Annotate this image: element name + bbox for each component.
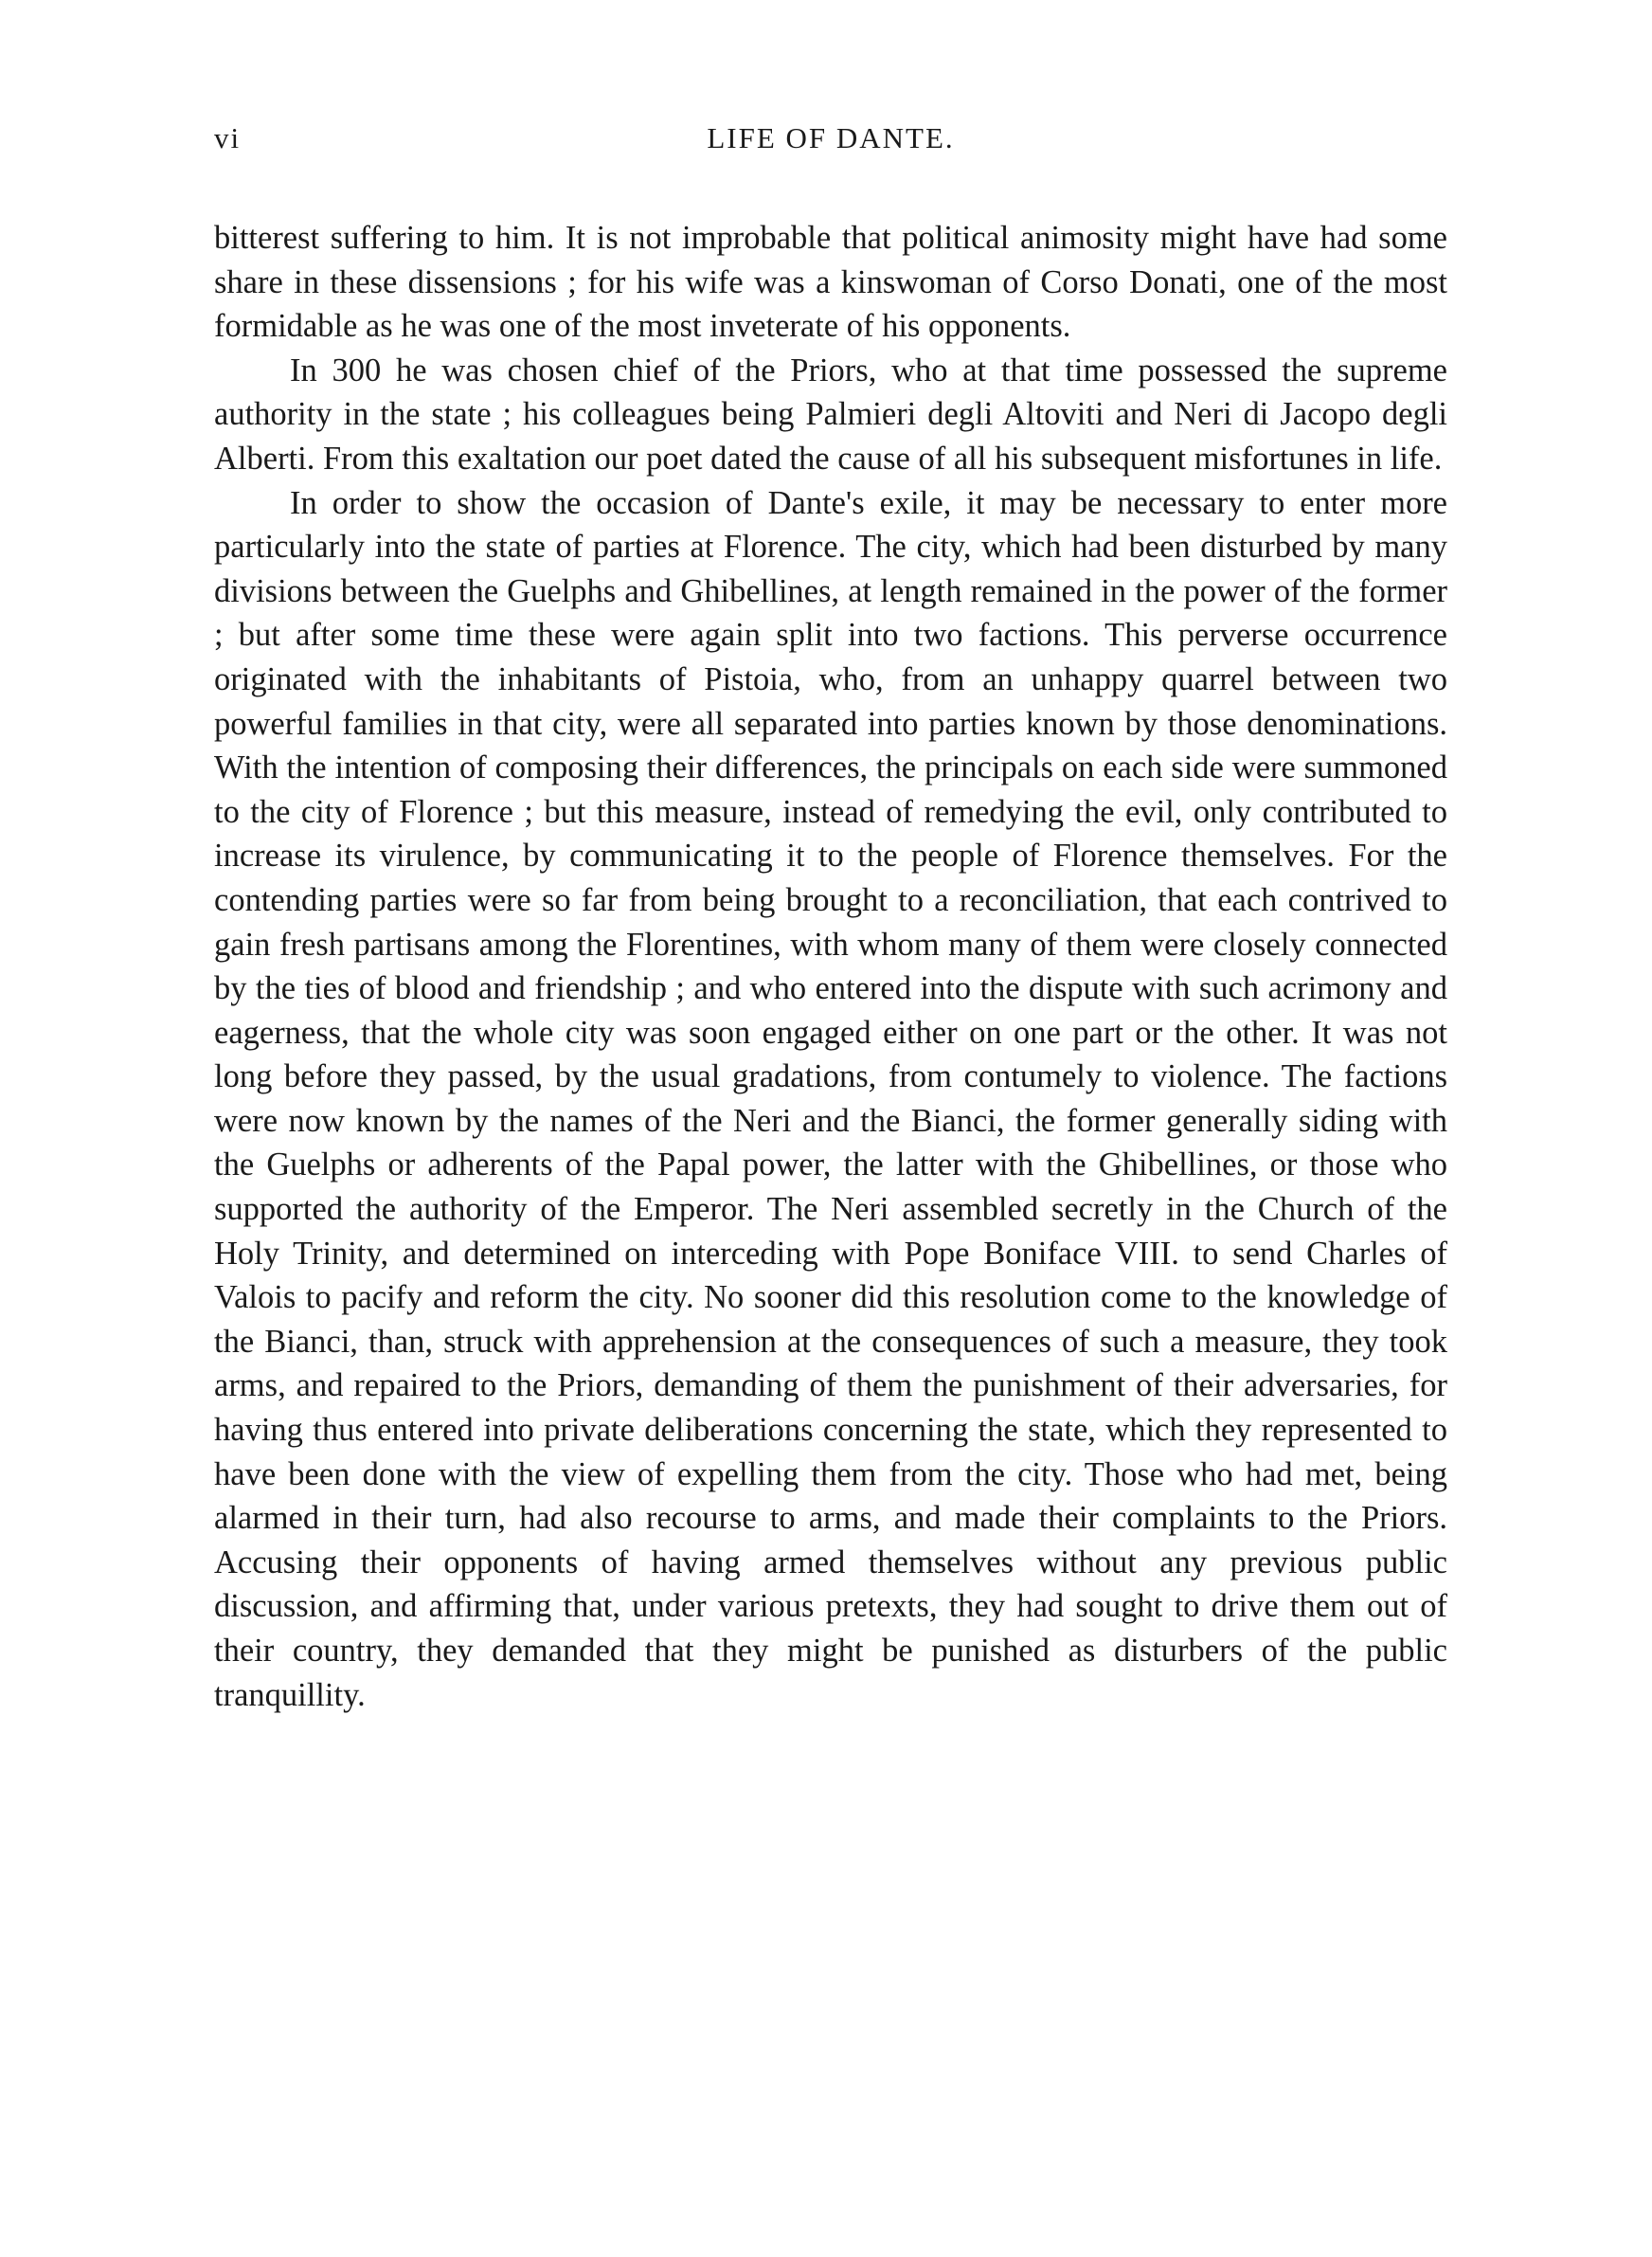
paragraph-continuation: bitterest suffering to him. It is not improbable that political animosity might have had some share in these dissensions ; for his wife was a kinswoman of Corso Donati, one of the most formidable as he was one of the most inveterate of his opponents. [214,220,1447,345]
paragraph-priors: In 300 he was chosen chief of the Priors, who at that time possessed the supreme authority in the state ; his colleagues being Palmieri degli Altoviti and Neri di Jacopo degli Alberti. From this exaltation our poet dated the cause of all his subsequent misfortunes in life. [214,352,1447,477]
running-title: LIFE OF DANTE. [707,121,955,154]
paragraph-exile: In order to show the occasion of Dante's exile, it may be necessary to enter more particularly into the state of parties at Florence. The city, which had been disturbed by many divisions between the Guelphs and Ghibellines, at length remained in the power of the former ; but after some time these were again split into two factions. This perverse occurrence originated with the inhabitants of Pistoia, who, from an unhappy quarrel between two powerful families in that city, were all separated into parties known by those denominations. With the intention of composing their differences, the principals on each side were summoned to the city of Florence ; but this measure, instead of remedying the evil, only contributed to increase its virulence, by communicating it to the people of Florence themselves. For the contending parties were so far from being brought to a reconciliation, that each contrived to gain fresh partisans among the Florentines, with whom many of them were closely connected by the ties of blood and friendship ; and who entered into the dispute with such acrimony and eagerness, that the whole city was soon engaged either on one part or the other. It was not long before they passed, by the usual gradations, from contumely to violence. The factions were now known by the names of the Neri and the Bianci, the former generally siding with the Guelphs or adherents of the Papal power, the latter with the Ghibellines, or those who supported the authority of the Emperor. The Neri assembled secretly in the Church of the Holy Trinity, and determined on interceding with Pope Boniface VIII. to send Charles of Valois to pacify and reform the city. No sooner did this resolution come to the knowledge of the Bianci, than, struck with apprehension at the consequences of such a measure, they took arms, and repaired to the Priors, demanding of them the punishment of their adversaries, for having thus entered into private deliberations concerning the state, which they represented to have been done with the view of expelling them from the city. Those who had met, being alarmed in their turn, had also recourse to arms, and made their complaints to the Priors. Accusing their opponents of having armed themselves without any previous public discussion, and affirming that, under various pretexts, they had sought to drive them out of their country, they demanded that they might be punished as disturbers of the public tranquillity. [214,484,1447,1713]
page-header [214,121,1447,167]
page-number: vi [214,121,242,154]
body-text [214,216,1447,1717]
